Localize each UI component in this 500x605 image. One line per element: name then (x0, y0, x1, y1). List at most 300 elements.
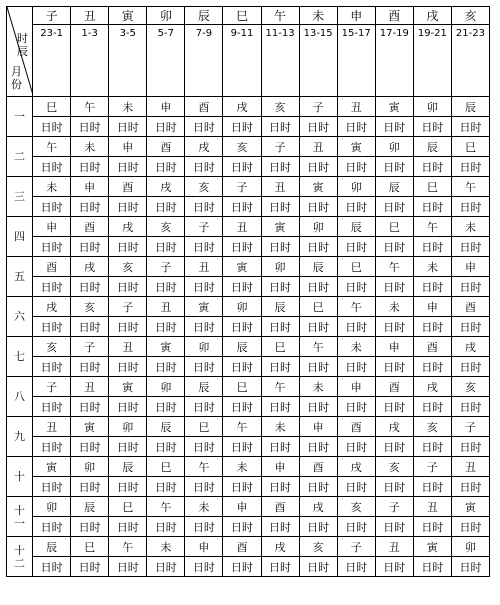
day-hour-label-cell: 日时 (261, 157, 299, 177)
day-branch-cell: 寅 (413, 537, 451, 557)
day-hour-label-row (7, 117, 490, 137)
day-branch-cell: 申 (451, 257, 489, 277)
month-branch-row (7, 417, 490, 437)
day-branch-cell: 巳 (223, 377, 261, 397)
day-branch-cell: 亥 (261, 97, 299, 117)
day-branch-cell: 卯 (261, 257, 299, 277)
day-branch-cell: 巳 (337, 257, 375, 277)
day-hour-label-cell: 日时 (185, 317, 223, 337)
day-hour-label-cell: 日时 (375, 117, 413, 137)
day-hour-label-row (7, 197, 490, 217)
month-label-char-2: 二 (14, 556, 26, 570)
day-hour-label-cell: 日时 (185, 277, 223, 297)
day-hour-label-cell: 日时 (375, 477, 413, 497)
day-branch-cell: 辰 (71, 497, 109, 517)
day-hour-label-cell: 日时 (33, 437, 71, 457)
hour-range-cell: 15-17 (337, 25, 375, 97)
day-branch-cell: 酉 (413, 337, 451, 357)
day-hour-label-cell: 日时 (337, 277, 375, 297)
day-hour-label-cell: 日时 (223, 237, 261, 257)
hour-name-cell: 未 (299, 7, 337, 25)
day-branch-cell: 戌 (299, 497, 337, 517)
day-branch-cell: 午 (337, 297, 375, 317)
day-hour-label-cell: 日时 (299, 397, 337, 417)
day-branch-cell: 卯 (299, 217, 337, 237)
day-hour-label-cell: 日时 (109, 117, 147, 137)
month-label: 七 (7, 337, 33, 377)
month-label: 六 (7, 297, 33, 337)
day-hour-label-cell: 日时 (337, 357, 375, 377)
month-label: 五 (7, 257, 33, 297)
day-hour-label-cell: 日时 (299, 277, 337, 297)
day-branch-cell: 亥 (451, 377, 489, 397)
day-hour-label-cell: 日时 (185, 557, 223, 577)
day-branch-cell: 丑 (451, 457, 489, 477)
day-branch-cell: 酉 (33, 257, 71, 277)
day-branch-cell: 申 (71, 177, 109, 197)
hour-range-cell: 23-1 (33, 25, 71, 97)
day-branch-cell: 申 (33, 217, 71, 237)
day-branch-cell: 未 (451, 217, 489, 237)
day-branch-cell: 丑 (33, 417, 71, 437)
day-branch-cell: 酉 (185, 97, 223, 117)
day-hour-label-cell: 日时 (71, 557, 109, 577)
day-branch-cell: 辰 (109, 457, 147, 477)
day-branch-cell: 辰 (147, 417, 185, 437)
day-hour-label-cell: 日时 (109, 197, 147, 217)
day-branch-cell: 戌 (185, 137, 223, 157)
month-branch-row (7, 377, 490, 397)
hour-name-cell: 子 (33, 7, 71, 25)
month-branch-row (7, 177, 490, 197)
day-branch-cell: 卯 (109, 417, 147, 437)
day-hour-label-row (7, 357, 490, 377)
day-branch-cell: 寅 (451, 497, 489, 517)
day-hour-label-cell: 日时 (33, 317, 71, 337)
hour-name-cell: 辰 (185, 7, 223, 25)
day-hour-label-cell: 日时 (71, 237, 109, 257)
day-branch-cell: 申 (109, 137, 147, 157)
day-hour-label-cell: 日时 (299, 317, 337, 337)
day-branch-cell: 丑 (147, 297, 185, 317)
month-branch-row (7, 457, 490, 477)
day-branch-cell: 未 (299, 377, 337, 397)
day-hour-label-cell: 日时 (299, 557, 337, 577)
day-branch-cell: 寅 (71, 417, 109, 437)
day-hour-label-cell: 日时 (451, 437, 489, 457)
hour-range-cell: 5-7 (147, 25, 185, 97)
hour-name-cell: 午 (261, 7, 299, 25)
day-hour-label-cell: 日时 (413, 237, 451, 257)
day-hour-label-cell: 日时 (147, 397, 185, 417)
day-branch-cell: 亥 (185, 177, 223, 197)
day-hour-label-cell: 日时 (451, 317, 489, 337)
day-branch-cell: 亥 (413, 417, 451, 437)
hour-range-cell: 3-5 (109, 25, 147, 97)
day-hour-label-cell: 日时 (261, 437, 299, 457)
day-branch-cell: 亥 (299, 537, 337, 557)
day-hour-label-cell: 日时 (299, 437, 337, 457)
hour-name-cell: 亥 (451, 7, 489, 25)
corner-hour-char-1: 时 (17, 32, 28, 45)
day-branch-cell: 午 (451, 177, 489, 197)
month-label: 三 (7, 177, 33, 217)
month-label-char-2: 一 (14, 516, 26, 530)
month-label-char-1: 十 (14, 543, 26, 557)
day-branch-cell: 巳 (451, 137, 489, 157)
day-branch-cell: 午 (299, 337, 337, 357)
month-label: 一 (7, 97, 33, 137)
day-branch-cell: 酉 (337, 417, 375, 437)
hour-range-cell: 11-13 (261, 25, 299, 97)
day-hour-label-cell: 日时 (109, 157, 147, 177)
hour-name-cell: 寅 (109, 7, 147, 25)
day-branch-cell: 寅 (375, 97, 413, 117)
day-branch-cell: 卯 (375, 137, 413, 157)
day-branch-cell: 亥 (71, 297, 109, 317)
day-branch-cell: 子 (375, 497, 413, 517)
day-hour-label-cell: 日时 (337, 517, 375, 537)
day-branch-cell: 巳 (33, 97, 71, 117)
day-branch-cell: 酉 (451, 297, 489, 317)
day-branch-cell: 子 (413, 457, 451, 477)
day-branch-cell: 戌 (109, 217, 147, 237)
day-hour-label-cell: 日时 (33, 237, 71, 257)
day-hour-label-cell: 日时 (185, 517, 223, 537)
day-branch-cell: 未 (185, 497, 223, 517)
day-hour-label-cell: 日时 (337, 477, 375, 497)
day-branch-cell: 子 (337, 537, 375, 557)
day-branch-cell: 卯 (223, 297, 261, 317)
day-branch-cell: 申 (147, 97, 185, 117)
hour-range-cell: 1-3 (71, 25, 109, 97)
month-label: 九 (7, 417, 33, 457)
day-branch-cell: 酉 (109, 177, 147, 197)
day-branch-cell: 寅 (109, 377, 147, 397)
day-hour-label-cell: 日时 (451, 237, 489, 257)
day-branch-cell: 申 (375, 337, 413, 357)
day-hour-label-row (7, 237, 490, 257)
day-hour-label-cell: 日时 (337, 197, 375, 217)
day-hour-label-cell: 日时 (71, 277, 109, 297)
month-label: 八 (7, 377, 33, 417)
day-hour-label-cell: 日时 (337, 557, 375, 577)
day-hour-label-cell: 日时 (147, 317, 185, 337)
day-branch-cell: 未 (71, 137, 109, 157)
day-hour-label-cell: 日时 (413, 197, 451, 217)
day-hour-label-cell: 日时 (147, 517, 185, 537)
day-branch-cell: 子 (185, 217, 223, 237)
day-branch-cell: 未 (413, 257, 451, 277)
day-hour-label-cell: 日时 (71, 197, 109, 217)
day-branch-cell: 申 (261, 457, 299, 477)
day-hour-label-cell: 日时 (71, 157, 109, 177)
day-hour-label-cell: 日时 (451, 157, 489, 177)
day-hour-label-cell: 日时 (33, 197, 71, 217)
day-branch-cell: 子 (147, 257, 185, 277)
day-hour-label-cell: 日时 (299, 477, 337, 497)
day-branch-cell: 丑 (375, 537, 413, 557)
day-hour-label-cell: 日时 (33, 397, 71, 417)
day-hour-label-row (7, 557, 490, 577)
day-branch-cell: 丑 (223, 217, 261, 237)
day-branch-cell: 寅 (185, 297, 223, 317)
day-branch-cell: 酉 (299, 457, 337, 477)
day-hour-label-cell: 日时 (451, 357, 489, 377)
month-branch-row (7, 497, 490, 517)
hour-range-cell: 19-21 (413, 25, 451, 97)
day-hour-label-cell: 日时 (109, 437, 147, 457)
day-branch-cell: 未 (261, 417, 299, 437)
day-branch-cell: 辰 (375, 177, 413, 197)
day-branch-cell: 酉 (261, 497, 299, 517)
day-hour-label-cell: 日时 (299, 197, 337, 217)
day-hour-label-cell: 日时 (147, 477, 185, 497)
day-hour-label-cell: 日时 (261, 197, 299, 217)
day-branch-cell: 子 (33, 377, 71, 397)
day-branch-cell: 巳 (413, 177, 451, 197)
day-branch-cell: 午 (413, 217, 451, 237)
day-hour-label-cell: 日时 (147, 237, 185, 257)
day-branch-cell: 子 (223, 177, 261, 197)
day-hour-label-cell: 日时 (413, 157, 451, 177)
day-branch-cell: 午 (33, 137, 71, 157)
day-branch-cell: 巳 (375, 217, 413, 237)
day-branch-cell: 酉 (223, 537, 261, 557)
day-hour-label-cell: 日时 (223, 277, 261, 297)
day-hour-label-cell: 日时 (147, 437, 185, 457)
day-branch-cell: 酉 (71, 217, 109, 237)
day-hour-table-document (6, 6, 490, 577)
day-branch-cell: 午 (223, 417, 261, 437)
day-hour-label-cell: 日时 (71, 117, 109, 137)
month-label-char-1: 十 (14, 503, 26, 517)
day-hour-label-row (7, 277, 490, 297)
day-hour-label-cell: 日时 (109, 317, 147, 337)
day-branch-cell: 子 (261, 137, 299, 157)
day-branch-cell: 寅 (337, 137, 375, 157)
corner-month-char-2: 份 (11, 78, 22, 91)
day-branch-cell: 戌 (413, 377, 451, 397)
day-branch-cell: 子 (71, 337, 109, 357)
day-branch-cell: 辰 (413, 137, 451, 157)
day-branch-cell: 亥 (147, 217, 185, 237)
day-hour-label-cell: 日时 (375, 237, 413, 257)
month-label: 十 (7, 457, 33, 497)
day-hour-label-cell: 日时 (223, 317, 261, 337)
day-hour-label-cell: 日时 (451, 397, 489, 417)
day-branch-cell: 丑 (413, 497, 451, 517)
hour-name-cell: 申 (337, 7, 375, 25)
hour-name-cell: 酉 (375, 7, 413, 25)
day-hour-label-cell: 日时 (71, 437, 109, 457)
day-hour-label-cell: 日时 (375, 197, 413, 217)
day-hour-label-cell: 日时 (261, 517, 299, 537)
day-branch-cell: 寅 (147, 337, 185, 357)
day-branch-cell: 午 (71, 97, 109, 117)
month-branch-row (7, 537, 490, 557)
day-hour-label-cell: 日时 (299, 237, 337, 257)
day-branch-cell: 未 (223, 457, 261, 477)
corner-month-char-1: 月 (11, 65, 22, 78)
day-branch-cell: 申 (223, 497, 261, 517)
month-label (7, 497, 33, 537)
day-branch-cell: 戌 (33, 297, 71, 317)
day-hour-label-cell: 日时 (413, 317, 451, 337)
day-branch-cell: 寅 (223, 257, 261, 277)
day-hour-label-cell: 日时 (337, 117, 375, 137)
day-hour-label-cell: 日时 (299, 117, 337, 137)
day-hour-label-cell: 日时 (223, 557, 261, 577)
day-branch-cell: 戌 (71, 257, 109, 277)
day-branch-cell: 酉 (375, 377, 413, 397)
day-hour-label-row (7, 517, 490, 537)
day-hour-label-cell: 日时 (261, 237, 299, 257)
day-hour-label-cell: 日时 (223, 477, 261, 497)
month-label (7, 537, 33, 577)
day-branch-cell: 辰 (185, 377, 223, 397)
hour-range-cell: 21-23 (451, 25, 489, 97)
day-hour-label-cell: 日时 (223, 437, 261, 457)
day-branch-cell: 丑 (109, 337, 147, 357)
day-hour-label-cell: 日时 (185, 357, 223, 377)
day-branch-cell: 午 (375, 257, 413, 277)
day-hour-label-cell: 日时 (299, 157, 337, 177)
corner-month-label (11, 65, 22, 91)
month-branch-row (7, 217, 490, 237)
day-hour-label-cell: 日时 (261, 117, 299, 137)
day-hour-label-cell: 日时 (375, 557, 413, 577)
hour-name-cell: 卯 (147, 7, 185, 25)
day-hour-label-cell: 日时 (223, 357, 261, 377)
day-branch-cell: 未 (147, 537, 185, 557)
day-branch-cell: 酉 (147, 137, 185, 157)
day-hour-label-cell: 日时 (299, 517, 337, 537)
day-hour-label-cell: 日时 (109, 557, 147, 577)
day-branch-cell: 亥 (109, 257, 147, 277)
day-branch-cell: 丑 (299, 137, 337, 157)
month-branch-row (7, 137, 490, 157)
day-branch-cell: 未 (33, 177, 71, 197)
day-hour-label-cell: 日时 (109, 237, 147, 257)
day-hour-label-cell: 日时 (109, 277, 147, 297)
day-hour-label-cell: 日时 (185, 157, 223, 177)
day-hour-label-cell: 日时 (337, 437, 375, 457)
day-hour-label-cell: 日时 (147, 157, 185, 177)
day-branch-cell: 亥 (223, 137, 261, 157)
day-branch-cell: 戌 (337, 457, 375, 477)
day-hour-label-row (7, 477, 490, 497)
day-hour-label-cell: 日时 (223, 517, 261, 537)
day-hour-label-cell: 日时 (223, 397, 261, 417)
day-branch-cell: 寅 (33, 457, 71, 477)
day-hour-label-cell: 日时 (71, 477, 109, 497)
day-branch-cell: 申 (185, 537, 223, 557)
day-hour-label-cell: 日时 (451, 477, 489, 497)
day-hour-label-cell: 日时 (337, 157, 375, 177)
day-hour-label-cell: 日时 (71, 397, 109, 417)
day-hour-label-cell: 日时 (375, 437, 413, 457)
day-branch-cell: 辰 (337, 217, 375, 237)
day-hour-label-cell: 日时 (185, 197, 223, 217)
day-hour-label-cell: 日时 (33, 357, 71, 377)
day-hour-label-cell: 日时 (223, 197, 261, 217)
month-branch-row (7, 257, 490, 277)
day-branch-cell: 亥 (375, 457, 413, 477)
corner-hour-label (17, 32, 28, 58)
day-branch-cell: 未 (375, 297, 413, 317)
day-hour-label-cell: 日时 (33, 157, 71, 177)
day-branch-cell: 申 (337, 377, 375, 397)
day-branch-cell: 卯 (413, 97, 451, 117)
hour-range-row (7, 25, 490, 97)
day-hour-label-cell: 日时 (413, 397, 451, 417)
corner-header (7, 7, 33, 97)
day-branch-cell: 卯 (337, 177, 375, 197)
day-hour-label-cell: 日时 (261, 557, 299, 577)
day-hour-label-row (7, 317, 490, 337)
day-branch-cell: 子 (299, 97, 337, 117)
day-hour-label-cell: 日时 (261, 277, 299, 297)
day-branch-cell: 戌 (147, 177, 185, 197)
day-branch-cell: 辰 (33, 537, 71, 557)
day-branch-cell: 辰 (261, 297, 299, 317)
day-branch-cell: 午 (109, 537, 147, 557)
day-hour-label-cell: 日时 (337, 237, 375, 257)
month-branch-row (7, 97, 490, 117)
day-branch-cell: 卯 (451, 537, 489, 557)
day-hour-label-cell: 日时 (261, 357, 299, 377)
hour-name-cell: 巳 (223, 7, 261, 25)
day-hour-label-cell: 日时 (451, 197, 489, 217)
day-hour-label-row (7, 157, 490, 177)
day-hour-label-row (7, 437, 490, 457)
day-hour-label-cell: 日时 (71, 517, 109, 537)
day-hour-label-cell: 日时 (413, 117, 451, 137)
day-hour-label-cell: 日时 (33, 517, 71, 537)
hour-range-cell: 17-19 (375, 25, 413, 97)
day-hour-label-cell: 日时 (375, 517, 413, 537)
day-hour-label-cell: 日时 (375, 277, 413, 297)
day-hour-label-cell: 日时 (71, 357, 109, 377)
day-hour-label-cell: 日时 (109, 477, 147, 497)
day-hour-label-cell: 日时 (261, 477, 299, 497)
day-hour-label-cell: 日时 (33, 277, 71, 297)
day-hour-label-cell: 日时 (375, 317, 413, 337)
day-hour-label-cell: 日时 (413, 557, 451, 577)
day-hour-label-cell: 日时 (451, 517, 489, 537)
day-branch-cell: 丑 (71, 377, 109, 397)
day-branch-cell: 巳 (261, 337, 299, 357)
day-branch-cell: 巳 (71, 537, 109, 557)
day-hour-label-cell: 日时 (261, 317, 299, 337)
day-hour-label-cell: 日时 (33, 117, 71, 137)
hour-range-cell: 13-15 (299, 25, 337, 97)
hour-range-cell: 9-11 (223, 25, 261, 97)
day-branch-cell: 巳 (185, 417, 223, 437)
day-branch-cell: 午 (261, 377, 299, 397)
day-branch-cell: 戌 (261, 537, 299, 557)
day-hour-label-cell: 日时 (185, 397, 223, 417)
hour-name-row (7, 7, 490, 25)
day-hour-label-cell: 日时 (451, 277, 489, 297)
day-hour-label-cell: 日时 (71, 317, 109, 337)
day-branch-cell: 寅 (261, 217, 299, 237)
day-branch-cell: 辰 (299, 257, 337, 277)
day-hour-label-cell: 日时 (451, 117, 489, 137)
corner-hour-char-2: 辰 (17, 45, 28, 58)
day-branch-cell: 卯 (147, 377, 185, 397)
